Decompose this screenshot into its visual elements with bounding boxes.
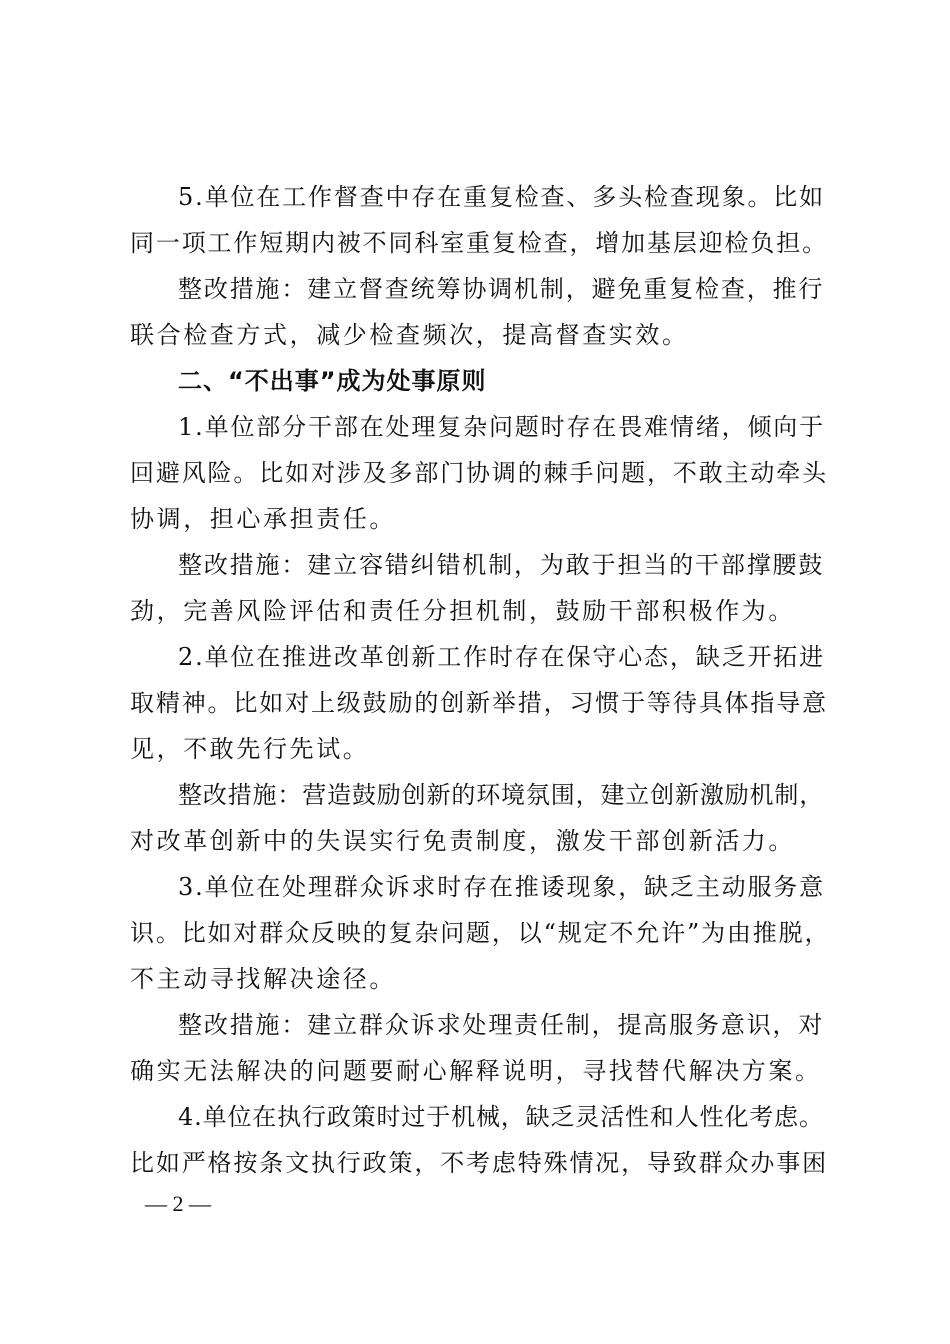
paragraph-line: 回避风险。比如对涉及多部门协调的棘手问题，不敢主动牵头	[130, 459, 828, 487]
paragraph-line: 识。比如对群众反映的复杂问题，以“规定不允许”为由推脱，	[130, 919, 831, 947]
paragraph-line: 劲，完善风险评估和责任分担机制，鼓励干部积极作为。	[130, 597, 795, 625]
paragraph-line: 取精神。比如对上级鼓励的创新举措，习惯于等待具体指导意	[130, 689, 828, 717]
paragraph-line: 5.单位在工作督查中存在重复检查、多头检查现象。比如	[178, 183, 825, 211]
paragraph-line: 4.单位在执行政策时过于机械，缺乏灵活性和人性化考虑。	[178, 1103, 824, 1131]
paragraph-line: 整改措施：建立容错纠错机制，为敢于担当的干部撑腰鼓	[178, 551, 825, 579]
paragraph-line: 3.单位在处理群众诉求时存在推诿现象，缺乏主动服务意	[178, 873, 825, 901]
paragraph-line: 对改革创新中的失误实行免责制度，激发干部创新活力。	[130, 827, 795, 855]
paragraph-line: 比如严格按条文执行政策，不考虑特殊情况，导致群众办事困	[130, 1149, 828, 1177]
paragraph-line: 协调，担心承担责任。	[130, 505, 396, 533]
paragraph-line: 不主动寻找解决途径。	[130, 965, 396, 993]
paragraph-line: 2.单位在推进改革创新工作时存在保守心态，缺乏开拓进	[178, 643, 825, 671]
paragraph-line: 同一项工作短期内被不同科室重复检查，增加基层迎检负担。	[130, 229, 828, 257]
paragraph-line: 联合检查方式，减少检查频次，提高督查实效。	[130, 321, 689, 349]
paragraph-line: 1.单位部分干部在处理复杂问题时存在畏难情绪，倾向于	[178, 413, 825, 441]
section-heading: 二、“不出事”成为处事原则	[178, 367, 487, 395]
paragraph-line: 整改措施：建立督查统筹协调机制，避免重复检查，推行	[178, 275, 825, 303]
page-number: — 2 —	[145, 1191, 211, 1216]
paragraph-line: 确实无法解决的问题要耐心解释说明，寻找替代解决方案。	[130, 1057, 822, 1085]
paragraph-line: 整改措施：营造鼓励创新的环境氛围，建立创新激励机制，	[178, 781, 825, 809]
paragraph-line: 整改措施：建立群众诉求处理责任制，提高服务意识，对	[178, 1011, 825, 1039]
paragraph-line: 见，不敢先行先试。	[130, 735, 370, 763]
